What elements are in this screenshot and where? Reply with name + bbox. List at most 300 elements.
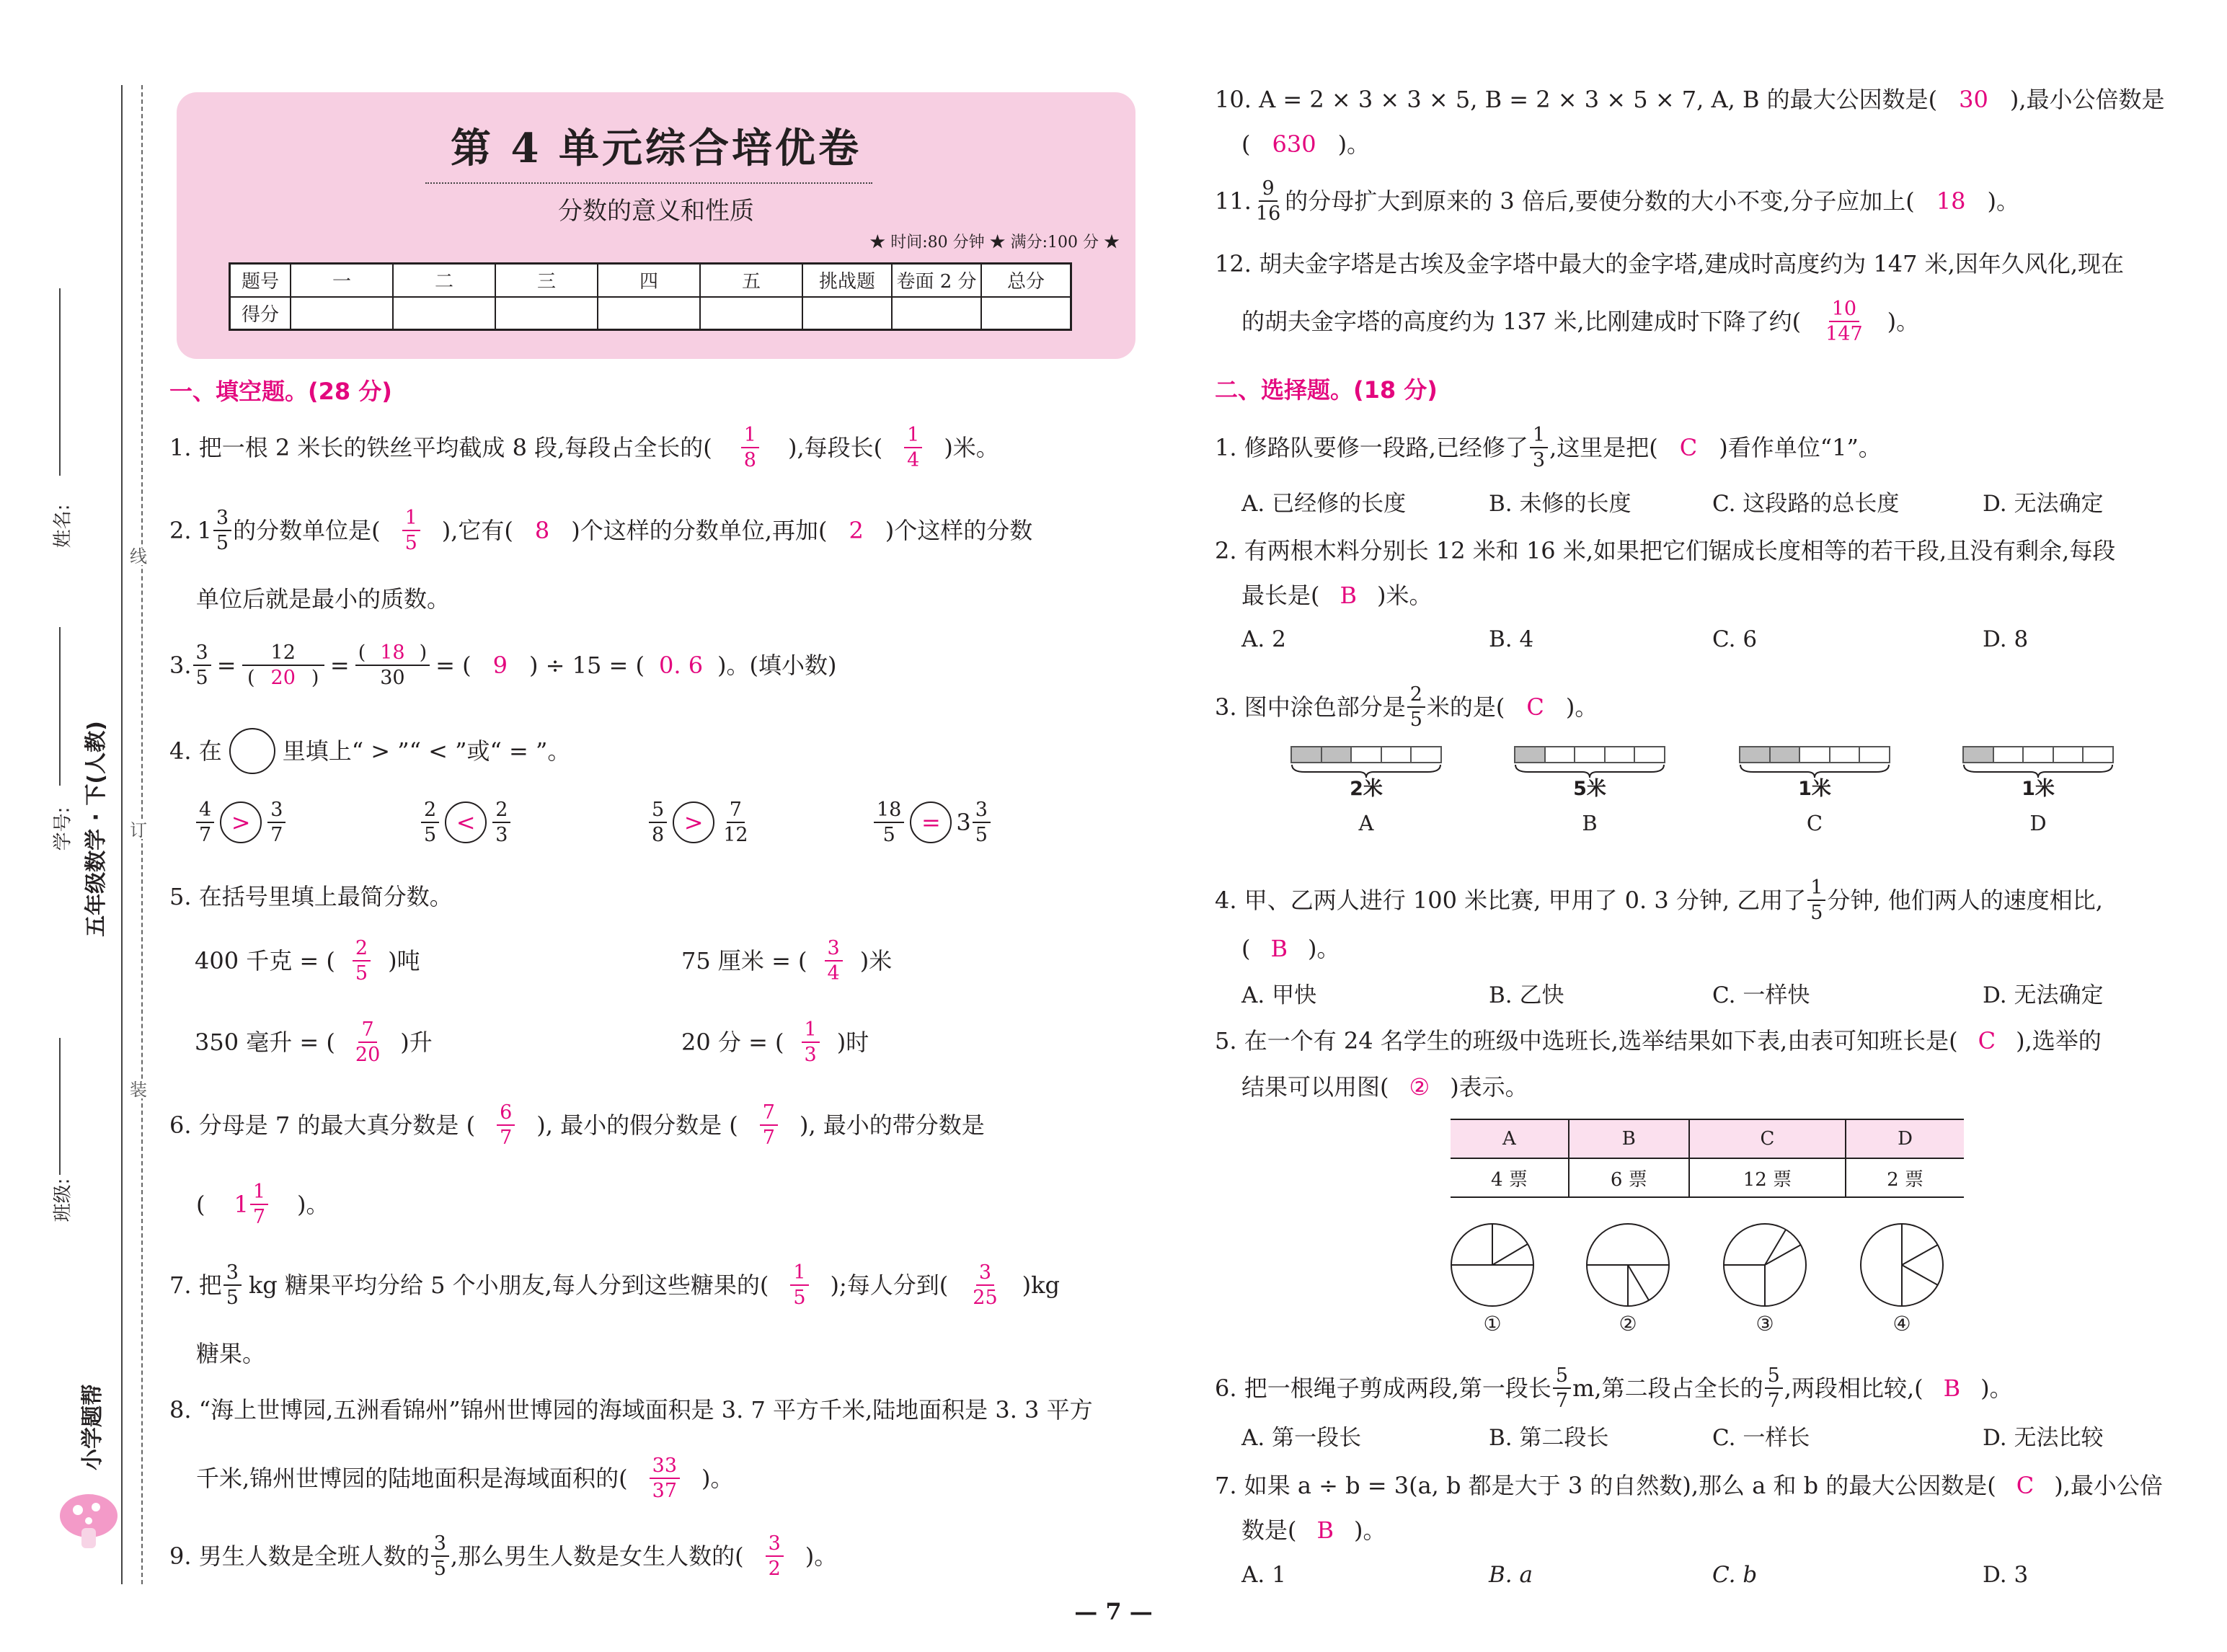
c5-text-e: )表示。 — [1450, 1073, 1528, 1101]
q2-text-f: 单位后就是最小的质数。 — [196, 585, 451, 613]
vote-head-d: D — [1846, 1119, 1964, 1158]
score-cell[interactable] — [598, 297, 700, 330]
c7-text-e: )。 — [1354, 1516, 1386, 1544]
choice-question-5 — [1215, 1029, 2102, 1052]
q9-a-n: 3 — [766, 1534, 784, 1557]
q10-text-e: )。 — [1337, 130, 1371, 158]
c3-label-b: 5米 — [1573, 778, 1606, 800]
section2-title: 二、选择题。(18 分) — [1215, 376, 1438, 404]
q8-a-d: 37 — [652, 1480, 678, 1502]
q5-item-4 — [681, 1020, 869, 1065]
c3-figure-c[interactable] — [1739, 746, 1890, 834]
c6-text-c: ,两段相比较,( — [1784, 1375, 1923, 1402]
c6-f1-n: 5 — [1553, 1366, 1571, 1389]
c6-fraction-1 — [1553, 1366, 1571, 1411]
pie-2[interactable] — [1585, 1222, 1671, 1334]
c7-option-a[interactable]: A. 1 — [1241, 1562, 1286, 1588]
q2-num-d: 5 — [216, 532, 229, 554]
q7-a2-n: 3 — [976, 1263, 994, 1286]
q2-ans1-num: 1 — [402, 508, 420, 531]
q7-answer-1 — [790, 1263, 808, 1307]
q5-i1-pre: 400 千克 = ( — [195, 947, 335, 974]
c6-text-e: )。 — [1980, 1375, 2013, 1402]
score-col: 三 — [495, 264, 598, 297]
q6-answer-2 — [760, 1103, 778, 1147]
score-col: 一 — [291, 264, 393, 297]
q1-ans1-den: 8 — [743, 449, 756, 471]
c4-text-b: 分钟, 他们两人的速度相比, — [1827, 887, 2103, 914]
vote-table — [1451, 1119, 1964, 1198]
q4-i3-sign: > — [673, 801, 714, 843]
q12-a-d: 147 — [1825, 323, 1863, 345]
score-cell[interactable] — [802, 297, 892, 330]
question-8-line2 — [196, 1456, 734, 1501]
q6-text-e: )。 — [297, 1191, 329, 1218]
page-title: 第 4 单元综合培优卷 — [451, 125, 862, 172]
q4-item-3 — [647, 800, 753, 845]
choice-question-2: 2. 有两根木料分别长 12 米和 16 米,如果把它们锯成长度相等的若干段,且没有剩余,每段 — [1215, 537, 2116, 564]
c3-figure-b[interactable] — [1514, 746, 1665, 834]
c6-option-a[interactable]: A. 第一段长 — [1241, 1425, 1362, 1451]
score-table-score-row — [230, 297, 1071, 330]
spine-book-title: 五年级数学 · 下(人教) — [84, 721, 109, 937]
score-table-row-label: 题号 — [230, 264, 291, 297]
q5-i2-answer — [825, 938, 843, 983]
q3-seg2: ) ÷ 15 = ( — [528, 652, 645, 679]
c5-text-c: 结果可以用图( — [1241, 1073, 1389, 1101]
q2-answer-3: 2 — [849, 517, 864, 544]
q4-i4-ld: 5 — [882, 824, 895, 846]
vote-head-a: A — [1451, 1119, 1569, 1158]
q3-eq-2: = — [329, 652, 350, 679]
q12-answer — [1823, 299, 1866, 344]
c2-text-c: )米。 — [1377, 582, 1433, 609]
q2-ans1-den: 5 — [404, 532, 417, 554]
pie-4[interactable] — [1859, 1222, 1945, 1334]
score-col: 五 — [700, 264, 802, 297]
q4-i1-rn: 3 — [267, 800, 285, 823]
score-cell[interactable] — [700, 297, 802, 330]
c6-text-a: 6. 把一根绳子剪成两段,第一段长 — [1215, 1375, 1551, 1402]
q2-answer-2: 8 — [534, 517, 550, 544]
spine-number-field[interactable]: 学号: — [43, 627, 79, 879]
c3-bar-c — [1739, 746, 1890, 763]
c4-option-d[interactable]: D. 无法确定 — [1983, 982, 2104, 1008]
q3-f3-d: 30 — [380, 667, 405, 689]
q2-answer-1 — [402, 508, 420, 553]
q11-answer: 18 — [1936, 187, 1966, 215]
q5-i4-post: )时 — [836, 1029, 869, 1056]
c3-bar-d — [1962, 746, 2114, 763]
spine-class-line — [59, 1038, 61, 1175]
c5-answer-1: C — [1978, 1027, 1996, 1054]
q1-ans1-num: 1 — [741, 425, 759, 448]
q3-f2-n: 12 — [242, 643, 324, 666]
q3-answer-c: 9 — [492, 652, 508, 679]
c6-option-c[interactable]: C. 一样长 — [1712, 1425, 1810, 1451]
c4-f-d: 5 — [1810, 902, 1823, 924]
q7-a1-n: 1 — [790, 1263, 808, 1286]
q5-i4-d: 3 — [804, 1044, 817, 1066]
choice-question-2-line2 — [1241, 584, 1433, 607]
q4-text-2: 里填上“ > ”“ < ”或“ = ”。 — [282, 737, 571, 765]
q3-f1-d: 5 — [195, 667, 208, 689]
choice-question-4 — [1215, 878, 2103, 923]
choice-question-4-line2 — [1241, 937, 1340, 960]
question-8: 8. “海上世博园,五洲看锦州”锦州世博园的海域面积是 3. 7 平方千米,陆地面积是 3. 3 平方 — [169, 1396, 1093, 1424]
vote-val-b: 6 票 — [1569, 1158, 1689, 1197]
q10-text-a: 10. A = 2 × 3 × 3 × 5, B = 2 × 3 × 5 × 7, A, B 的最大公因数是( — [1215, 86, 1938, 113]
q12-text-c: )。 — [1887, 308, 1920, 335]
spine-number-line — [59, 627, 61, 786]
q10-answer-1: 30 — [1959, 86, 1988, 113]
c3-letter-a: A — [1358, 811, 1374, 835]
q4-i1-ld: 7 — [199, 824, 212, 846]
c5-pies — [1449, 1222, 1997, 1337]
q7-text-a: 7. 把 — [169, 1271, 222, 1299]
c3-figure-d[interactable] — [1962, 746, 2114, 834]
q4-i3-ln: 5 — [649, 800, 667, 823]
score-col: 卷面 2 分 — [892, 264, 981, 297]
pie-3-graphic — [1722, 1222, 1808, 1308]
question-6 — [169, 1103, 985, 1147]
c6-text-b: m,第二段占全长的 — [1572, 1375, 1763, 1402]
q7-text-c: );每人分到( — [830, 1271, 949, 1299]
section1-title: 一、填空题。(28 分) — [169, 378, 392, 405]
q7-a2-d: 25 — [973, 1287, 998, 1309]
q6-answer-3-whole: 1 — [234, 1191, 249, 1218]
q5-item-2 — [681, 938, 892, 983]
q5-i3-pre: 350 毫升 = ( — [195, 1029, 335, 1056]
c1-text-c: )看作单位“1”。 — [1719, 434, 1882, 461]
c4-text-e: )。 — [1308, 935, 1340, 962]
c5-text-b: ),选举的 — [2016, 1027, 2102, 1054]
q6-a2-d: 7 — [762, 1127, 775, 1149]
q7-fraction — [223, 1263, 242, 1307]
c5-text-a: 5. 在一个有 24 名学生的班级中选班长,选举结果如下表,由表可知班长是( — [1215, 1027, 1958, 1054]
q4-item-1 — [195, 800, 287, 845]
pie-3[interactable] — [1722, 1222, 1808, 1334]
q10-answer-2: 630 — [1272, 130, 1316, 158]
q6-text-c: ), 最小的带分数是 — [799, 1111, 985, 1139]
q5-i3-n: 7 — [358, 1020, 376, 1043]
c7-answer-2: B — [1316, 1516, 1334, 1544]
q4-i2-rd: 3 — [495, 824, 508, 846]
vote-table-values — [1451, 1158, 1964, 1197]
c3-figures — [1290, 746, 2127, 854]
q6-a1-d: 7 — [500, 1127, 513, 1149]
vote-val-c: 12 票 — [1689, 1158, 1846, 1197]
q3-num: 3. — [169, 652, 192, 679]
q3-fraction-3 — [355, 643, 430, 688]
cut-mark-ding: 订 — [130, 820, 147, 840]
score-col: 总分 — [981, 264, 1071, 297]
question-10 — [1215, 88, 2165, 111]
q4-i1-rd: 7 — [270, 824, 283, 846]
q3-answer-d: 0. 6 — [658, 652, 704, 679]
c6-f1-d: 7 — [1555, 1390, 1569, 1412]
q2-whole: 1 — [197, 517, 212, 544]
q4-i2-ld: 5 — [424, 824, 437, 846]
q5-i2-pre: 75 厘米 = ( — [681, 947, 807, 974]
q11-text-a: 11. — [1215, 187, 1252, 215]
q5-i3-answer — [353, 1020, 383, 1065]
q2-text-b: ),它有( — [441, 517, 513, 544]
q9-fraction — [431, 1534, 449, 1578]
pie-1[interactable] — [1449, 1222, 1536, 1334]
c3-brace-d — [1962, 763, 2114, 779]
q6-text-a: 6. 分母是 7 的最大真分数是 ( — [169, 1111, 476, 1139]
q6-text-b: ), 最小的假分数是 ( — [536, 1111, 738, 1139]
q2-num: 2. — [169, 517, 192, 544]
question-5: 5. 在括号里填上最简分数。 — [169, 883, 453, 910]
c6-fraction-2 — [1765, 1366, 1783, 1411]
q4-i2-ln: 2 — [421, 800, 439, 823]
c1-option-d[interactable]: D. 无法确定 — [1983, 491, 2104, 517]
q2-text-a: 的分数单位是( — [233, 517, 381, 544]
q3-f2-rp: ) — [311, 667, 319, 689]
q2-text-c: )个这样的分数单位,再加( — [571, 517, 828, 544]
q4-i2-right — [492, 800, 510, 845]
question-11 — [1215, 179, 2019, 223]
q6-a1-n: 6 — [497, 1103, 515, 1126]
c3-text-c: )。 — [1565, 693, 1598, 721]
vote-head-b: B — [1569, 1119, 1689, 1158]
q5-i2-post: )米 — [859, 947, 893, 974]
c3-brace-a — [1290, 763, 1442, 779]
page-number: — 7 — — [1074, 1598, 1153, 1625]
score-cell[interactable] — [393, 297, 495, 330]
spine-solid-line — [121, 85, 123, 1584]
choice-question-6 — [1215, 1366, 2013, 1411]
q7-text-b: kg 糖果平均分给 5 个小朋友,每人分到这些糖果的( — [248, 1271, 769, 1299]
c1-option-a[interactable]: A. 已经修的长度 — [1241, 491, 1407, 517]
spine — [0, 0, 151, 1652]
q4-i1-left — [196, 800, 214, 845]
question-1 — [169, 425, 999, 470]
score-cell[interactable] — [981, 297, 1071, 330]
c7-option-c[interactable]: C. b — [1712, 1562, 1758, 1588]
exam-meta: ★ 时间:80 分钟 ★ 满分:100 分 ★ — [869, 234, 1120, 252]
question-12: 12. 胡夫金字塔是古埃及金字塔中最大的金字塔,建成时高度约为 147 米,因年久风化,现在 — [1215, 250, 2125, 277]
c7-option-b[interactable]: B. a — [1489, 1562, 1533, 1588]
q2-fraction — [213, 508, 231, 553]
score-cell[interactable] — [291, 297, 393, 330]
c6-option-b[interactable]: B. 第二段长 — [1489, 1425, 1609, 1451]
q1-text-c: )米。 — [944, 434, 999, 461]
q4-i3-rd: 12 — [723, 824, 748, 846]
q10-text-b: ),最小公倍数是 — [2009, 86, 2165, 113]
q5-item-3 — [195, 1020, 433, 1065]
q4-i3-left — [649, 800, 667, 845]
c3-bar-a — [1290, 746, 1442, 763]
c4-option-b[interactable]: B. 乙快 — [1489, 982, 1564, 1008]
c4-option-a[interactable]: A. 甲快 — [1241, 982, 1317, 1008]
score-table-header-row — [230, 264, 1071, 297]
c2-option-a[interactable]: A. 2 — [1241, 626, 1286, 652]
vote-val-d: 2 票 — [1846, 1158, 1964, 1197]
q6-answer-1 — [497, 1103, 515, 1147]
q5-i1-n: 2 — [353, 938, 371, 962]
cut-mark-zhuang: 装 — [130, 1080, 147, 1100]
question-10-line2 — [1241, 130, 1371, 158]
title-divider — [425, 182, 872, 184]
q3-answer-a: 20 — [270, 667, 296, 689]
score-cell[interactable] — [495, 297, 598, 330]
c2-answer: B — [1340, 582, 1358, 609]
question-7 — [169, 1263, 1060, 1307]
q9-answer — [766, 1534, 784, 1578]
c3-f-d: 5 — [1409, 709, 1422, 731]
c1-answer: C — [1679, 434, 1698, 461]
vote-val-a: 4 票 — [1451, 1158, 1569, 1197]
q1-text-a: 1. 把一根 2 米长的铁丝平均截成 8 段,每段占全长的( — [169, 434, 712, 461]
q9-f-n: 3 — [431, 1534, 449, 1557]
q3-answer-b: 18 — [380, 641, 405, 664]
q3-eq-1: = — [216, 652, 236, 679]
choice-question-5-line2 — [1241, 1073, 1528, 1101]
c1-option-b[interactable]: B. 未修的长度 — [1489, 491, 1631, 517]
q8-a-n: 33 — [650, 1456, 680, 1479]
c3-text-a: 3. 图中涂色部分是 — [1215, 693, 1406, 721]
q10-text-c: ( — [1241, 130, 1251, 158]
q5-item-1 — [195, 938, 420, 983]
q3-fraction-2 — [242, 643, 324, 688]
c3-letter-d: D — [2029, 811, 2047, 835]
score-col: 二 — [393, 264, 495, 297]
c7-option-d[interactable]: D. 3 — [1983, 1562, 2029, 1588]
q4-i2-left — [421, 800, 439, 845]
q2-text-e: )个这样的分数 — [885, 517, 1033, 544]
q3-fraction-1 — [193, 643, 211, 688]
q1-ans2-num: 1 — [904, 425, 922, 448]
q11-text-b: 的分母扩大到原来的 3 倍后,要使分数的大小不变,分子应加上( — [1285, 187, 1915, 215]
spine-brand: 小学题帮 — [80, 1384, 105, 1470]
q5-i1-answer — [353, 938, 371, 983]
q6-a2-n: 7 — [760, 1103, 778, 1126]
q3-f2-d — [244, 666, 322, 688]
q1-text-b: ),每段长( — [787, 434, 883, 461]
choice-question-1 — [1215, 425, 1882, 470]
q5-i4-n: 1 — [802, 1020, 820, 1043]
q4-i4-sign: = — [910, 801, 952, 843]
c3-figure-a[interactable] — [1290, 746, 1442, 834]
c3-brace-b — [1514, 763, 1665, 779]
q5-i4-pre: 20 分 = ( — [681, 1029, 784, 1056]
q4-i3-rn: 7 — [727, 800, 745, 823]
q7-f-d: 5 — [226, 1287, 239, 1309]
c7-text-a: 7. 如果 a ÷ b = 3(a, b 都是大于 3 的自然数),那么 a 和 b 的最大公因数是( — [1215, 1472, 1996, 1499]
c7-text-c: 数是( — [1241, 1516, 1297, 1544]
q5-i3-d: 20 — [355, 1044, 381, 1066]
q4-i1-sign: > — [220, 801, 262, 843]
c2-option-b[interactable]: B. 4 — [1489, 626, 1534, 652]
q4-i4-whole: 3 — [956, 809, 971, 836]
c3-brace-c — [1739, 763, 1890, 779]
c3-text-b: 米的是( — [1426, 693, 1505, 721]
c7-text-b: ),最小公倍 — [2054, 1472, 2163, 1499]
choice-question-7-line2 — [1241, 1516, 1386, 1544]
c3-answer: C — [1526, 693, 1544, 721]
q4-i1-ln: 4 — [196, 800, 214, 823]
q8-answer — [650, 1456, 680, 1501]
c3-label-c: 1米 — [1798, 778, 1831, 800]
c4-option-c[interactable]: C. 一样快 — [1712, 982, 1810, 1008]
q1-ans2-den: 4 — [907, 449, 920, 471]
q4-text: 4. 在 — [169, 737, 222, 765]
c3-bar-b — [1514, 746, 1665, 763]
q3-seg: = ( — [435, 652, 471, 679]
pie-2-label: ② — [1619, 1312, 1637, 1336]
pie-1-label: ① — [1483, 1312, 1502, 1336]
q4-i4-right — [973, 800, 991, 845]
c4-f-n: 1 — [1807, 878, 1825, 901]
q7-text-e: )kg — [1022, 1271, 1060, 1299]
q5-i1-d: 5 — [355, 962, 368, 985]
q8-text-b: 千米,锦州世博园的陆地面积是海域面积的( — [196, 1465, 628, 1492]
q4-i1-right — [267, 800, 285, 845]
c3-label-a: 2米 — [1350, 778, 1383, 800]
q11-f-n: 9 — [1259, 179, 1277, 202]
c5-answer-2: ② — [1409, 1073, 1430, 1101]
c4-fraction — [1807, 878, 1825, 923]
c3-letter-c: C — [1806, 811, 1823, 835]
c2-option-d[interactable]: D. 8 — [1983, 626, 2029, 652]
c6-option-d[interactable]: D. 无法比较 — [1983, 1425, 2104, 1451]
q3-f3-n — [355, 643, 430, 666]
question-4 — [169, 728, 570, 774]
c4-text-a: 4. 甲、乙两人进行 100 米比赛, 甲用了 0. 3 分钟, 乙用了 — [1215, 887, 1807, 914]
q3-f1-n: 3 — [193, 643, 211, 666]
question-3 — [169, 643, 837, 688]
q3-f2-lp: ( — [247, 667, 255, 689]
c1-text-b: ,这里是把( — [1549, 434, 1658, 461]
score-cell[interactable] — [892, 297, 981, 330]
pie-1-graphic — [1449, 1222, 1536, 1308]
score-col: 四 — [598, 264, 700, 297]
q12-text-b: 的胡夫金字塔的高度约为 137 米,比刚建成时下降了约( — [1241, 308, 1802, 335]
c2-option-c[interactable]: C. 6 — [1712, 626, 1758, 652]
q4-i4-rd: 5 — [975, 824, 988, 846]
q3-f3-lp: ( — [358, 641, 366, 664]
q4-i2-sign: < — [445, 801, 487, 843]
q4-i3-right — [720, 800, 751, 845]
q4-empty-circle — [229, 728, 275, 774]
q9-f-d: 5 — [433, 1558, 446, 1580]
q9-a-d: 2 — [768, 1558, 781, 1580]
spine-class-field[interactable]: 班级: — [43, 1038, 79, 1225]
q1-answer-2 — [904, 425, 922, 470]
pie-2-graphic — [1585, 1222, 1671, 1308]
q4-item-4 — [872, 800, 992, 845]
c4-answer: B — [1270, 935, 1288, 962]
q6-answer-3 — [250, 1182, 268, 1227]
c3-f-n: 2 — [1407, 685, 1425, 708]
c1-option-c[interactable]: C. 这段路的总长度 — [1712, 491, 1900, 517]
score-table-row-label: 得分 — [230, 297, 291, 330]
q9-text-c: )。 — [805, 1542, 838, 1570]
c2-text-b: 最长是( — [1241, 582, 1320, 609]
question-6-line2 — [196, 1182, 329, 1227]
q7-f-n: 3 — [223, 1263, 242, 1286]
c6-answer: B — [1943, 1375, 1961, 1402]
q2-num-n: 3 — [213, 508, 231, 531]
question-2 — [169, 508, 1032, 553]
q4-i2-rn: 2 — [492, 800, 510, 823]
cut-mark-xian: 线 — [130, 546, 147, 567]
spine-name-field[interactable]: 姓名: — [43, 288, 79, 577]
q7-text-f: 糖果。 — [196, 1340, 266, 1367]
